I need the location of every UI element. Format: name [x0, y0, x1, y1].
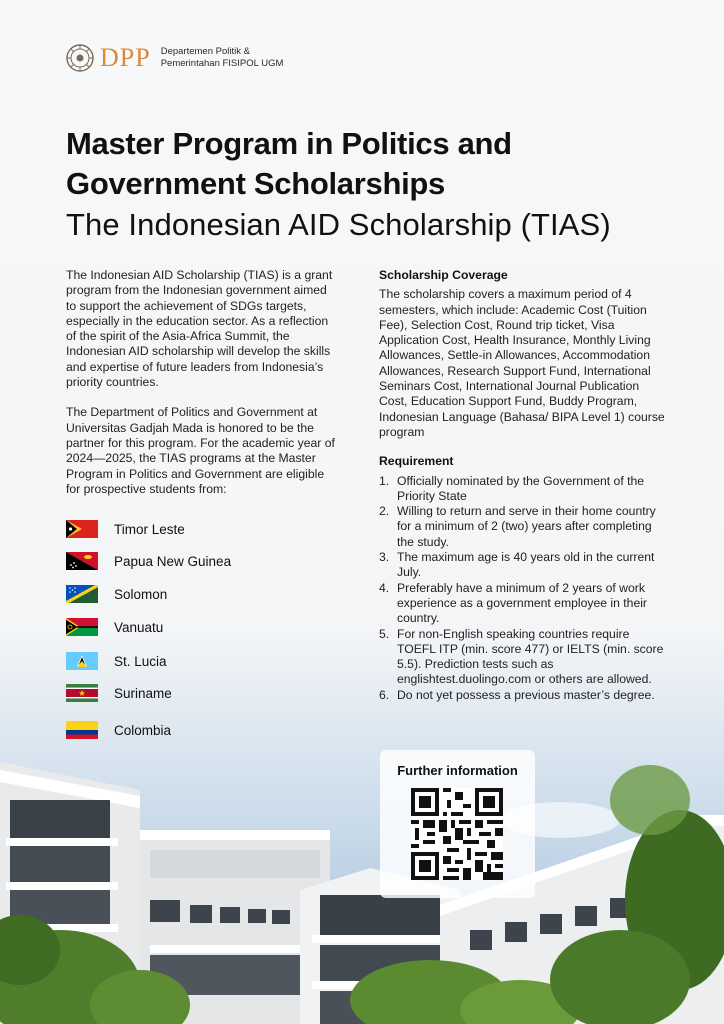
country-item	[66, 585, 167, 603]
ugm-seal-icon	[66, 44, 94, 72]
list-item	[379, 474, 669, 505]
requirement-heading: Requirement	[379, 454, 454, 469]
title-line-1: Master Program in Politics and	[66, 126, 512, 161]
intro-text	[66, 268, 338, 512]
intro-paragraph-1: The Indonesian AID Scholarship (TIAS) is a grant program from the Indonesian government aimed to support the achievement of SDGs targets, especially in the education sector. As a reflection of the spirit of the Asia-Africa Summit, the Indonesian AID scholarship will develop the skills and expertise of future leaders from Indonesia’s priority countries.	[66, 268, 333, 390]
further-information-card	[380, 750, 535, 898]
vanuatu-flag-icon	[66, 618, 98, 636]
item-number: 6.	[379, 687, 390, 702]
country-name: Timor Leste	[114, 521, 185, 537]
country-name: Suriname	[114, 685, 172, 701]
item-number: 4.	[379, 580, 390, 595]
country-name: Vanuatu	[114, 619, 164, 635]
country-name: Papua New Guinea	[114, 553, 232, 569]
header	[66, 44, 283, 72]
country-item	[66, 520, 185, 538]
title-subtitle: The Indonesian AID Scholarship (TIAS)	[66, 207, 611, 242]
item-text: Do not yet possess a previous master’s degree.	[397, 687, 655, 702]
department-line-2: Pemerintahan FISIPOL UGM	[160, 58, 284, 69]
list-item	[379, 627, 669, 688]
department-line-1: Departemen Politik &	[160, 46, 250, 57]
requirement-list	[379, 474, 669, 703]
item-text: For non-English speaking countries require TOEFL ITP (min. score 477) or IELTS (min. score 5.5). Prediction tests such as englishtest.duolingo.com or others are allowed.	[397, 626, 664, 687]
dpp-logo: DPP	[100, 43, 151, 72]
coverage-text: The scholarship covers a maximum period of 4 semesters, which include: Academic Cost (Tuition Fee), Selection Cost, Round trip ticket, Visa Application Cost, Health Insurance, Monthly Living Allowances, Settle-in Allowances, Accommodation Allowances, Research Support Fund, International Seminars Cost, International Journal Publication Cost, Education Support Fund, Buddy Program, Indonesian Language (Bahasa/ BIPA Level 1) course program	[379, 287, 665, 439]
department-name	[161, 46, 284, 70]
country-name: Colombia	[114, 722, 172, 738]
papua-new-guinea-flag-icon	[66, 552, 98, 570]
country-item	[66, 684, 172, 702]
further-information-label: Further information	[397, 763, 518, 778]
solomon-islands-flag-icon	[66, 585, 98, 603]
item-text: Willing to return and serve in their home country for a minimum of 2 (two) years after completing the study.	[397, 504, 656, 549]
intro-paragraph-2: The Department of Politics and Government at Universitas Gadjah Mada is honored to be the partner for this program. For the academic year of 2024—2025, the TIAS programs at the Master Program in Politics and Government are eligible for prospective students from:	[66, 405, 335, 496]
timor-leste-flag-icon	[66, 520, 98, 538]
suriname-flag-icon	[66, 684, 98, 702]
list-item	[379, 550, 669, 581]
qr-code-icon[interactable]	[411, 788, 503, 880]
country-name: Solomon	[114, 586, 168, 602]
item-number: 3.	[379, 550, 390, 565]
item-number: 2.	[379, 504, 390, 519]
page-title	[66, 124, 611, 246]
item-text: The maximum age is 40 years old in the current July.	[397, 550, 655, 580]
country-name: St. Lucia	[114, 653, 167, 669]
coverage-heading: Scholarship Coverage	[379, 268, 508, 282]
country-item	[66, 618, 163, 636]
title-line-2: Government Scholarships	[66, 166, 445, 201]
st-lucia-flag-icon	[66, 652, 98, 670]
country-item	[66, 721, 171, 739]
item-number: 5.	[379, 626, 390, 641]
list-item	[379, 581, 669, 627]
list-item	[379, 688, 669, 703]
country-item	[66, 652, 167, 670]
list-item	[379, 504, 669, 550]
colombia-flag-icon	[66, 721, 98, 739]
item-number: 1.	[379, 473, 390, 488]
country-item	[66, 552, 231, 570]
details-column	[379, 268, 669, 703]
item-text: Officially nominated by the Government of the Priority State	[397, 473, 645, 503]
item-text: Preferably have a minimum of 2 years of work experience as a government employee in their country.	[397, 580, 647, 626]
